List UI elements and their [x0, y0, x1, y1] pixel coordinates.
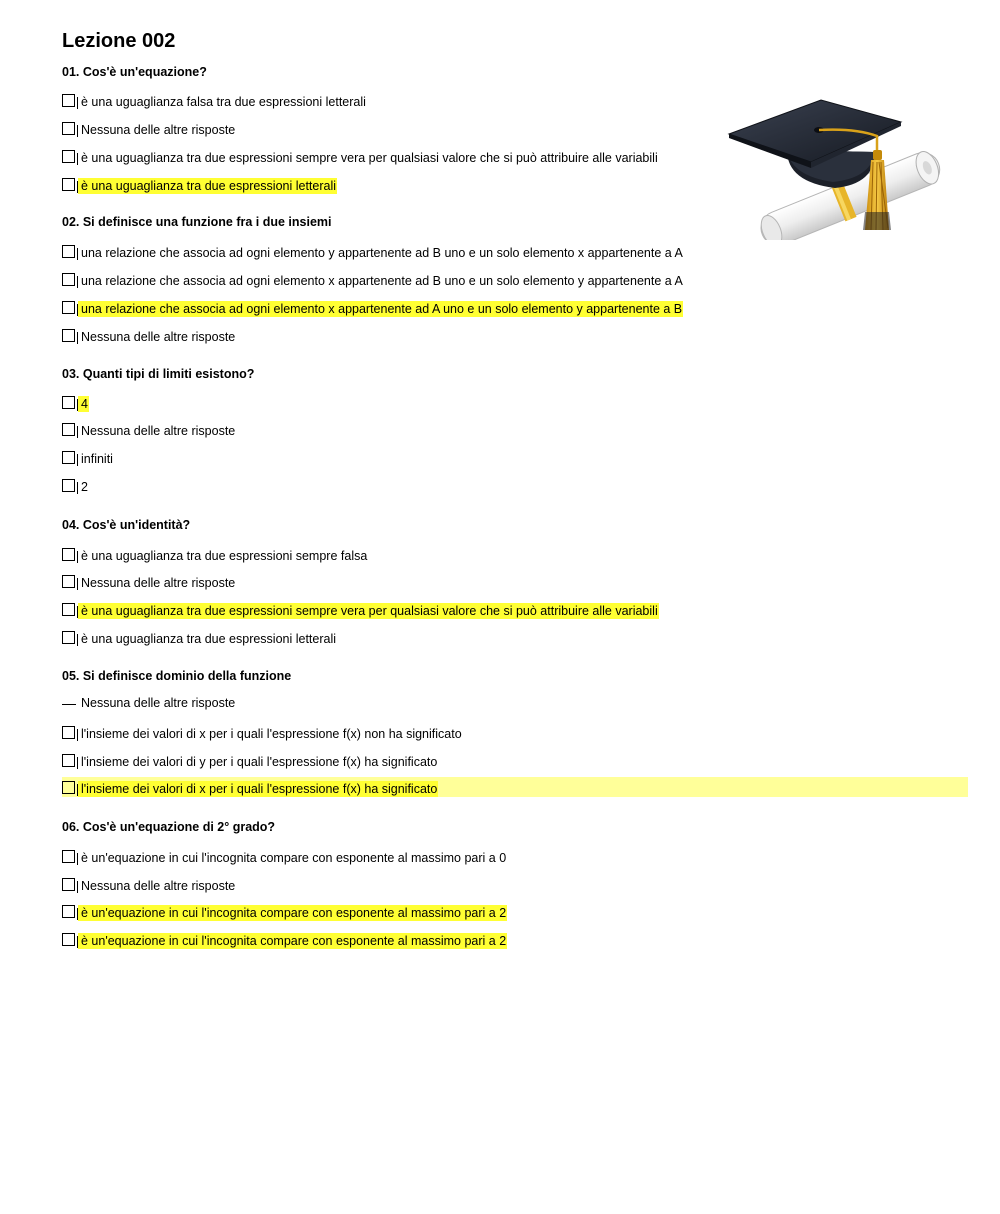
answer-text: è una uguaglianza tra due espressioni sempre vera per qualsiasi valore che si può attribuire alle variabili — [81, 151, 658, 165]
question-title: 06. Cos'è un'equazione di 2° grado? — [62, 820, 276, 834]
graduation-cap-diploma-icon — [725, 92, 945, 240]
question-title: 03. Quanti tipi di limiti esistono? — [62, 367, 255, 381]
answer-option[interactable] — [62, 447, 114, 467]
answer-option-correct[interactable] — [62, 777, 968, 797]
checkbox[interactable] — [62, 603, 75, 616]
answer-option-correct[interactable] — [62, 599, 659, 619]
checkbox[interactable] — [62, 273, 75, 286]
answer-text: Nessuna delle altre risposte — [81, 330, 236, 344]
checkbox[interactable] — [62, 423, 75, 436]
answer-text: 2 — [81, 480, 88, 494]
checkbox[interactable] — [62, 575, 75, 588]
answer-text: è una uguaglianza falsa tra due espressioni letterali — [81, 95, 366, 109]
answer-option[interactable] — [62, 874, 236, 894]
checkbox[interactable] — [62, 631, 75, 644]
answer-option[interactable] — [62, 419, 236, 439]
answer-text: è un'equazione in cui l'incognita compare con esponente al massimo pari a 0 — [81, 851, 507, 865]
answer-text: è una uguaglianza tra due espressioni sempre falsa — [81, 549, 368, 563]
checkbox[interactable] — [62, 726, 75, 739]
answer-option[interactable] — [62, 325, 236, 345]
checkbox[interactable] — [62, 933, 75, 946]
answer-option[interactable] — [62, 118, 236, 138]
answer-text: l'insieme dei valori di x per i quali l'espressione f(x) ha significato — [78, 781, 438, 797]
answer-option-correct[interactable] — [62, 297, 683, 317]
answer-text: infiniti — [81, 452, 113, 466]
checkbox[interactable] — [62, 781, 75, 794]
answer-text: è un'equazione in cui l'incognita compare con esponente al massimo pari a 2 — [78, 933, 507, 949]
checkbox[interactable] — [62, 479, 75, 492]
answer-text: una relazione che associa ad ogni elemento y appartenente ad B uno e un solo elemento x appartenente a A — [81, 246, 683, 260]
answer-option[interactable] — [62, 722, 463, 742]
question-04 — [62, 517, 972, 646]
checkbox[interactable] — [62, 396, 75, 409]
answer-text: una relazione che associa ad ogni elemento x appartenente ad A uno e un solo elemento y appartenente a B — [78, 301, 683, 317]
answer-option[interactable] — [62, 750, 438, 770]
answer-text: Nessuna delle altre risposte — [81, 424, 236, 438]
answer-option[interactable] — [62, 269, 684, 289]
answer-option[interactable] — [62, 544, 368, 564]
answer-text: Nessuna delle altre risposte — [81, 879, 236, 893]
checkbox[interactable] — [62, 150, 75, 163]
checkbox[interactable] — [62, 178, 75, 191]
answer-option[interactable] — [62, 241, 684, 261]
answer-option[interactable] — [62, 846, 507, 866]
answer-option[interactable] — [62, 90, 367, 110]
question-title: 05. Si definisce dominio della funzione — [62, 669, 292, 683]
question-05 — [62, 668, 972, 796]
question-03 — [62, 366, 972, 494]
answer-text: è un'equazione in cui l'incognita compare con esponente al massimo pari a 2 — [78, 905, 507, 921]
checkbox[interactable] — [62, 122, 75, 135]
checkbox[interactable] — [62, 451, 75, 464]
checkbox[interactable] — [62, 329, 75, 342]
question-title: 04. Cos'è un'identità? — [62, 518, 191, 532]
checkbox[interactable] — [62, 94, 75, 107]
question-title: 02. Si definisce una funzione fra i due insiemi — [62, 215, 332, 229]
checkbox[interactable] — [62, 850, 75, 863]
question-06 — [62, 819, 972, 948]
checkbox[interactable] — [62, 878, 75, 891]
question-01 — [62, 64, 972, 193]
answer-text: è una uguaglianza tra due espressioni sempre vera per qualsiasi valore che si può attribuire alle variabili — [78, 603, 659, 619]
answer-option[interactable] — [62, 691, 236, 711]
checkbox[interactable] — [62, 548, 75, 561]
checkbox[interactable] — [62, 694, 76, 705]
answer-option[interactable] — [62, 475, 89, 495]
answer-text: 4 — [78, 396, 89, 412]
answer-text: è una uguaglianza tra due espressioni letterali — [78, 178, 337, 194]
checkbox[interactable] — [62, 301, 75, 314]
answer-text: l'insieme dei valori di y per i quali l'espressione f(x) ha significato — [81, 755, 438, 769]
answer-text: è una uguaglianza tra due espressioni letterali — [81, 632, 337, 646]
checkbox[interactable] — [62, 245, 75, 258]
question-title: 01. Cos'è un'equazione? — [62, 65, 207, 79]
answer-text: Nessuna delle altre risposte — [81, 696, 236, 710]
answer-option-correct[interactable] — [62, 929, 507, 949]
page-title: Lezione 002 — [62, 30, 176, 52]
answer-text: l'insieme dei valori di x per i quali l'espressione f(x) non ha significato — [81, 727, 462, 741]
answer-text: una relazione che associa ad ogni elemento x appartenente ad B uno e un solo elemento y appartenente a A — [81, 274, 683, 288]
answer-text: Nessuna delle altre risposte — [81, 576, 236, 590]
answer-option[interactable] — [62, 627, 337, 647]
checkbox[interactable] — [62, 905, 75, 918]
answer-option-correct[interactable] — [62, 392, 89, 412]
answer-text: Nessuna delle altre risposte — [81, 123, 236, 137]
answer-option[interactable] — [62, 146, 659, 166]
answer-option-correct[interactable] — [62, 174, 337, 194]
answer-option-correct[interactable] — [62, 901, 507, 921]
checkbox[interactable] — [62, 754, 75, 767]
answer-option[interactable] — [62, 571, 236, 591]
